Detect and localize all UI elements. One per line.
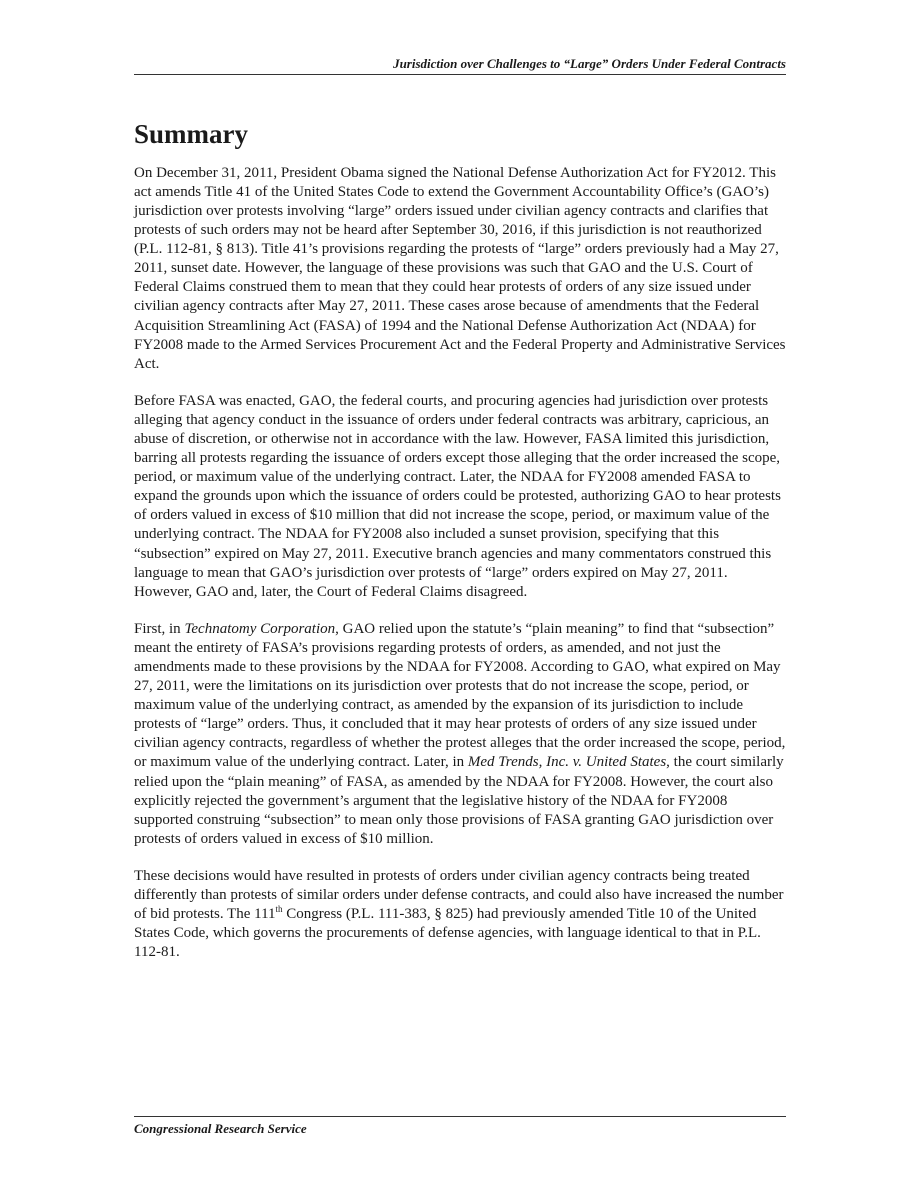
case-name-technatomy: Technatomy Corporation	[184, 620, 336, 637]
paragraph-3-text-b: , GAO relied upon the statute’s “plain meaning” to find that “subsection” meant the entirety of FASA’s provisions regarding protests of orders, as amended, and not just the amendments made to these provisions by the NDAA for FY2008. According to GAO, what expired on May 27, 2011, were the limitations on its jurisdiction over protests that do not increase the scope, period, or maximum value of the underlying contract, as amended by the expansion of its jurisdiction to include protests of “large” orders. Thus, it concluded that it may hear protests of orders of any size issued under civilian agency contracts, regardless of whether the protest alleges that the order increased the scope, period, or maximum value of the underlying contract. Later, in	[134, 620, 786, 771]
paragraph-3-text-c: , the court similarly relied upon the “plain meaning” of FASA, as amended by the NDAA for FY2008. However, the court also explicitly rejected the government’s argument that the legislative history of the NDAA for FY2008 supported construing “subsection” to mean only those provisions of FASA granting GAO jurisdiction over protests of orders valued in excess of $10 million.	[134, 754, 784, 847]
summary-paragraph-1: On December 31, 2011, President Obama signed the National Defense Authorization Act for FY2012. This act amends Title 41 of the United States Code to extend the Government Accountability Office’s (GAO’s) jurisdiction over protests involving “large” orders issued under civilian agency contracts and clarifies that protests of such orders may not be heard after September 30, 2016, if this jurisdiction is not reauthorized (P.L. 112-81, § 813). Title 41’s provisions regarding the protests of “large” orders previously had a May 27, 2011, sunset date. However, the language of these provisions was such that GAO and the U.S. Court of Federal Claims construed them to mean that they could hear protests of orders of any size issued under civilian agency contracts after May 27, 2011. These cases arose because of amendments that the Federal Acquisition Streamlining Act (FASA) of 1994 and the National Defense Authorization Act (NDAA) for FY2008 made to the Armed Services Procurement Act and the Federal Property and Administrative Services Act.	[134, 164, 786, 372]
running-header	[134, 56, 786, 75]
page-content	[134, 118, 786, 980]
paragraph-3-text-a: First, in	[134, 620, 185, 637]
running-header-title: Jurisdiction over Challenges to “Large” Orders Under Federal Contracts	[393, 56, 786, 71]
summary-paragraph-3	[134, 620, 786, 849]
page-footer	[134, 1116, 786, 1137]
summary-paragraph-4	[134, 867, 786, 962]
summary-paragraph-2: Before FASA was enacted, GAO, the federal courts, and procuring agencies had jurisdiction over protests alleging that agency conduct in the issuance of orders under federal contracts was arbitrary, capricious, an abuse of discretion, or otherwise not in accordance with the law. However, FASA limited this jurisdiction, barring all protests regarding the issuance of orders except those alleging that the order increased the scope, period, or maximum value of the underlying contract. Later, the NDAA for FY2008 amended FASA to expand the grounds upon which the issuance of orders could be protested, authorizing GAO to hear protests of orders valued in excess of $10 million that did not increase the scope, period, or maximum value of the underlying contract. The NDAA for FY2008 also included a sunset provision, specifying that this “subsection” expired on May 27, 2011. Executive branch agencies and many commentators construed this language to mean that GAO’s jurisdiction over protests of “large” orders expired on May 27, 2011. However, GAO and, later, the Court of Federal Claims disagreed.	[134, 392, 781, 600]
paragraph-4-text-b: Congress (P.L. 111-383, § 825) had previously amended Title 10 of the United States Code, which governs the procurements of defense agencies, with language identical to that in P.L. 112-81.	[134, 906, 761, 961]
paragraph-4-text-a: These decisions would have resulted in protests of orders under civilian agency contracts being treated differently than protests of similar orders under defense contracts, and could also have increased the number of bid protests. The 111	[134, 867, 784, 923]
section-title: Summary	[134, 119, 248, 149]
case-name-med-trends: Med Trends, Inc. v. United States	[467, 754, 667, 771]
footer-org: Congressional Research Service	[134, 1121, 307, 1136]
ordinal-superscript: th	[275, 904, 283, 915]
